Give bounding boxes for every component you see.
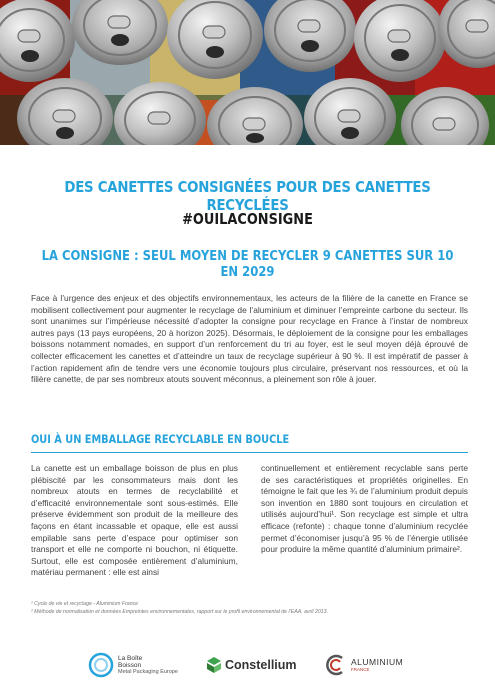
hero-cans-photo xyxy=(0,0,495,145)
cans-illustration xyxy=(0,0,495,145)
logo-aluminium-france xyxy=(325,645,403,685)
aluminium-sub: FRANCE xyxy=(351,666,370,672)
boite-boisson-line1: La Boîte xyxy=(118,654,143,662)
boite-boisson-line3: Metal Packaging Europe xyxy=(118,668,178,675)
section-heading: OUI À UN EMBALLAGE RECYCLABLE EN BOUCLE xyxy=(31,432,290,446)
body-column-right: continuellement et entièrement recyclable sans perte de ses caractéristiques et propriétés originelles. En témoigne le fait que les ¾ de l’aluminium produit depuis son invention en 1880 sont toujours en circulation et utilisés aujourd’hui¹. Son recyclage est simple et ultra efficace (refonte) : chaque tonne d’aluminium recyclée permet d’économiser jusqu’à 95 % de l’énergie utilisée pour produire la même quantité d’aluminium primaire². xyxy=(261,463,468,555)
sub-headline: LA CONSIGNE : SEUL MOYEN DE RECYCLER 9 CANETTES SUR 10 EN 2029 xyxy=(41,248,454,280)
aluminium-france-icon xyxy=(325,654,347,676)
footnote-2: ² Méthode de normalisation et données Empreintes environnementales, rapport sur le profil environnemental de l’EAA, avril 2013. xyxy=(31,609,329,615)
body-column-left: La canette est un emballage boisson de plus en plus plébiscité par les consommateurs mais dont les nombreux atouts en termes de recyclabilité et d’efficacité environnementale sont sous-estimés. Elle préserve évidemment son produit de la meilleure des façons en étant incassable et opaque, elle est aussi empilable sans perte d’espace pour optimiser son transport et elle ne comporte ni bouchon, ni étiquette. Surtout, elle est composée entièrement d’aluminium, matériau permanent : elle est ainsi xyxy=(31,463,238,578)
intro-paragraph: Face à l’urgence des enjeux et des objectifs environnementaux, les acteurs de la filière de la canette en France se mobilisent collectivement pour augmenter le recyclage de l’aluminium et diminuer l’empreinte carbone du secteur. Ils sont unanimes sur l’impérieuse nécessité d’adopter la consigne pour recyclage en France à l’instar de nombreux autres pays (13 pays européens, 20 à horizon 2025). Désormais, le déploiement de la consigne pour les emballages boissons notamment nomades, en support d’un renforcement du tri au foyer, est le seul moyen déjà éprouvé de collecter efficacement les canettes et d’atteindre un taux de recyclage supérieur à 90 %. Il est impératif de passer à l’action rapidement afin de tendre vers une économie toujours plus circulaire, préservant nos ressources, et où la filière canette, de par ses nombreux atouts souvent méconnus, a pleinement son rôle à jouer. xyxy=(31,293,468,385)
constellium-icon xyxy=(207,657,221,673)
main-headline: DES CANETTES CONSIGNÉES POUR DES CANETTES RECYCLÉES xyxy=(64,178,431,214)
logo-constellium xyxy=(207,645,297,685)
footnote-1: ¹ Cycle de vie et recyclage - Aluminium France xyxy=(31,601,139,607)
boite-boisson-line2: Boisson xyxy=(118,661,142,669)
constellium-name: Constellium xyxy=(225,658,297,672)
partner-logos xyxy=(0,645,495,690)
section-divider xyxy=(31,452,468,453)
footnotes xyxy=(31,600,471,616)
boite-boisson-icon xyxy=(88,652,114,678)
logo-la-boite-boisson xyxy=(88,645,178,685)
aluminium-name: ALUMINIUM xyxy=(351,656,404,667)
hashtag-heading: #OUILACONSIGNE xyxy=(182,210,313,228)
